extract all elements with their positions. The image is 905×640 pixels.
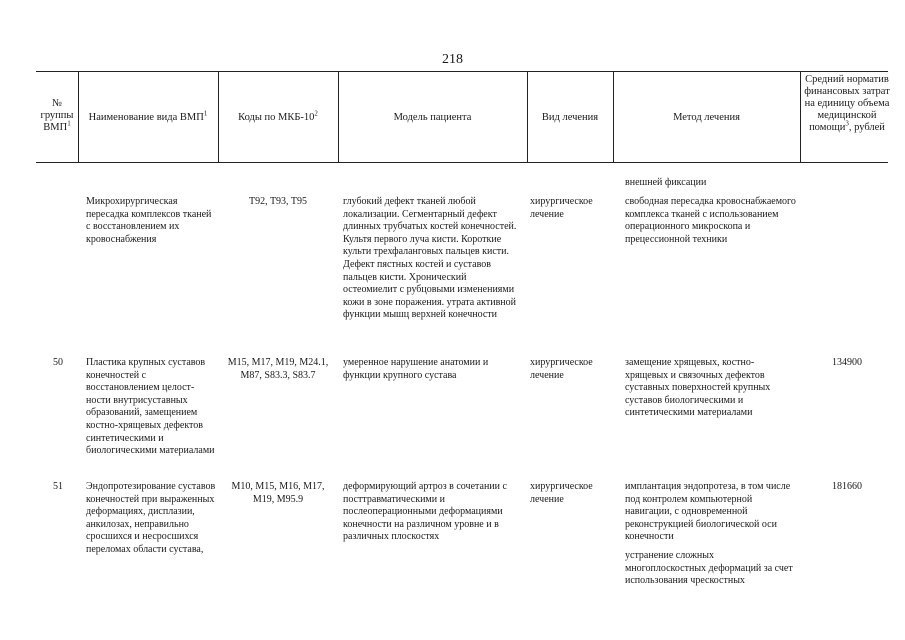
average-cost-cell: 181660 — [832, 481, 862, 492]
page-number: 218 — [442, 52, 463, 67]
header-divider — [78, 71, 79, 162]
icd-codes-cell: M15, M17, M19, M24.1, M87, S83.3, S83.7 — [227, 357, 329, 381]
group-number-cell: 50 — [53, 357, 63, 368]
patient-model-cell: глубокий дефект тканей любой локализации. Сегментарный дефект длинных трубчатых костей конечностей. Культя первого луча кисти. Короткие культи трехфаланговых пальцев кисти. Дефект пястных костей и суставов пальцев кисти. Хронический остеомиелит с рубцовыми изменениями кожи в зоне поражения. утрата активной функции мышц верхней конечности — [343, 196, 517, 321]
header-divider — [613, 71, 614, 162]
treatment-method-cell: свободная пересадка кровоснабжаемого комплекса тканей с использованием операционного микроскопа и прецессионной техники — [625, 196, 796, 245]
vmp-name-cell: Микрохирургическая пересадка комплексов тканей с восстановлением их кровоснабжения — [86, 196, 212, 245]
header-divider — [527, 71, 528, 162]
vmp-name-cell: Пластика крупных суставов конечностей с восстановлением целост-ности внутрисуставных образований, замещением костно-хрящевых дефектов синтетическими и биологическими материалами — [86, 357, 215, 457]
treatment-type-cell: хирургическое лечение — [530, 357, 593, 381]
header-divider — [338, 71, 339, 162]
continued-method-text: внешней фиксации — [625, 177, 707, 188]
header-patient-model: Модель пациента — [393, 112, 472, 123]
treatment-type-cell: хирургическое лечение — [530, 481, 593, 505]
vmp-name-cell: Эндопротезирование суставов конечностей при выраженных деформациях, дисплазии, анкилозах, неправильно сросшихся и несросшихся переломах области сустава, — [86, 481, 216, 555]
header-divider — [218, 71, 219, 162]
patient-model-cell: умеренное нарушение анатомии и функции крупного сустава — [343, 357, 489, 381]
treatment-type-cell: хирургическое лечение — [530, 196, 593, 220]
patient-model-cell: деформирующий артроз в сочетании с посттравматическими и послеоперационными деформациями конечности на различном уровне и в различных плоскостях — [343, 481, 507, 543]
group-number-cell: 51 — [53, 481, 63, 492]
header-bottom-rule — [36, 162, 888, 163]
average-cost-cell: 134900 — [832, 357, 862, 368]
treatment-method-cell: замещение хрящевых, костно-хрящевых и связочных дефектов суставных поверхностей крупных суставов биологическими и синтетическими материалами — [625, 357, 771, 419]
icd-codes-cell: M10, M15, M16, M17, M19, M95.9 — [231, 481, 325, 505]
treatment-method-cell-extra: устранение сложных многоплоскостных деформаций за счет использования чрескостных — [625, 550, 793, 587]
header-icd-codes: Коды по МКБ-$10^2$ — [238, 109, 318, 123]
header-average-cost: Средний норматив финансовых затрат на единицу объема медицинской помощи$^3$, рублей — [804, 74, 890, 133]
header-treatment-type: Вид лечения — [541, 112, 599, 123]
header-top-rule — [36, 71, 888, 72]
treatment-method-cell: имплантация эндопротеза, в том числе под контролем компьютерной навигации, с одновременной реконструкцией биологической оси конечности — [625, 481, 791, 543]
icd-codes-cell: T92, T93, T95 — [249, 196, 307, 207]
header-group-no: № группы ВМП$^1$ — [40, 98, 74, 133]
header-vmp-name: Наименование вида ВМП$^1$ — [88, 109, 208, 123]
header-treatment-method: Метод лечения — [673, 112, 740, 123]
